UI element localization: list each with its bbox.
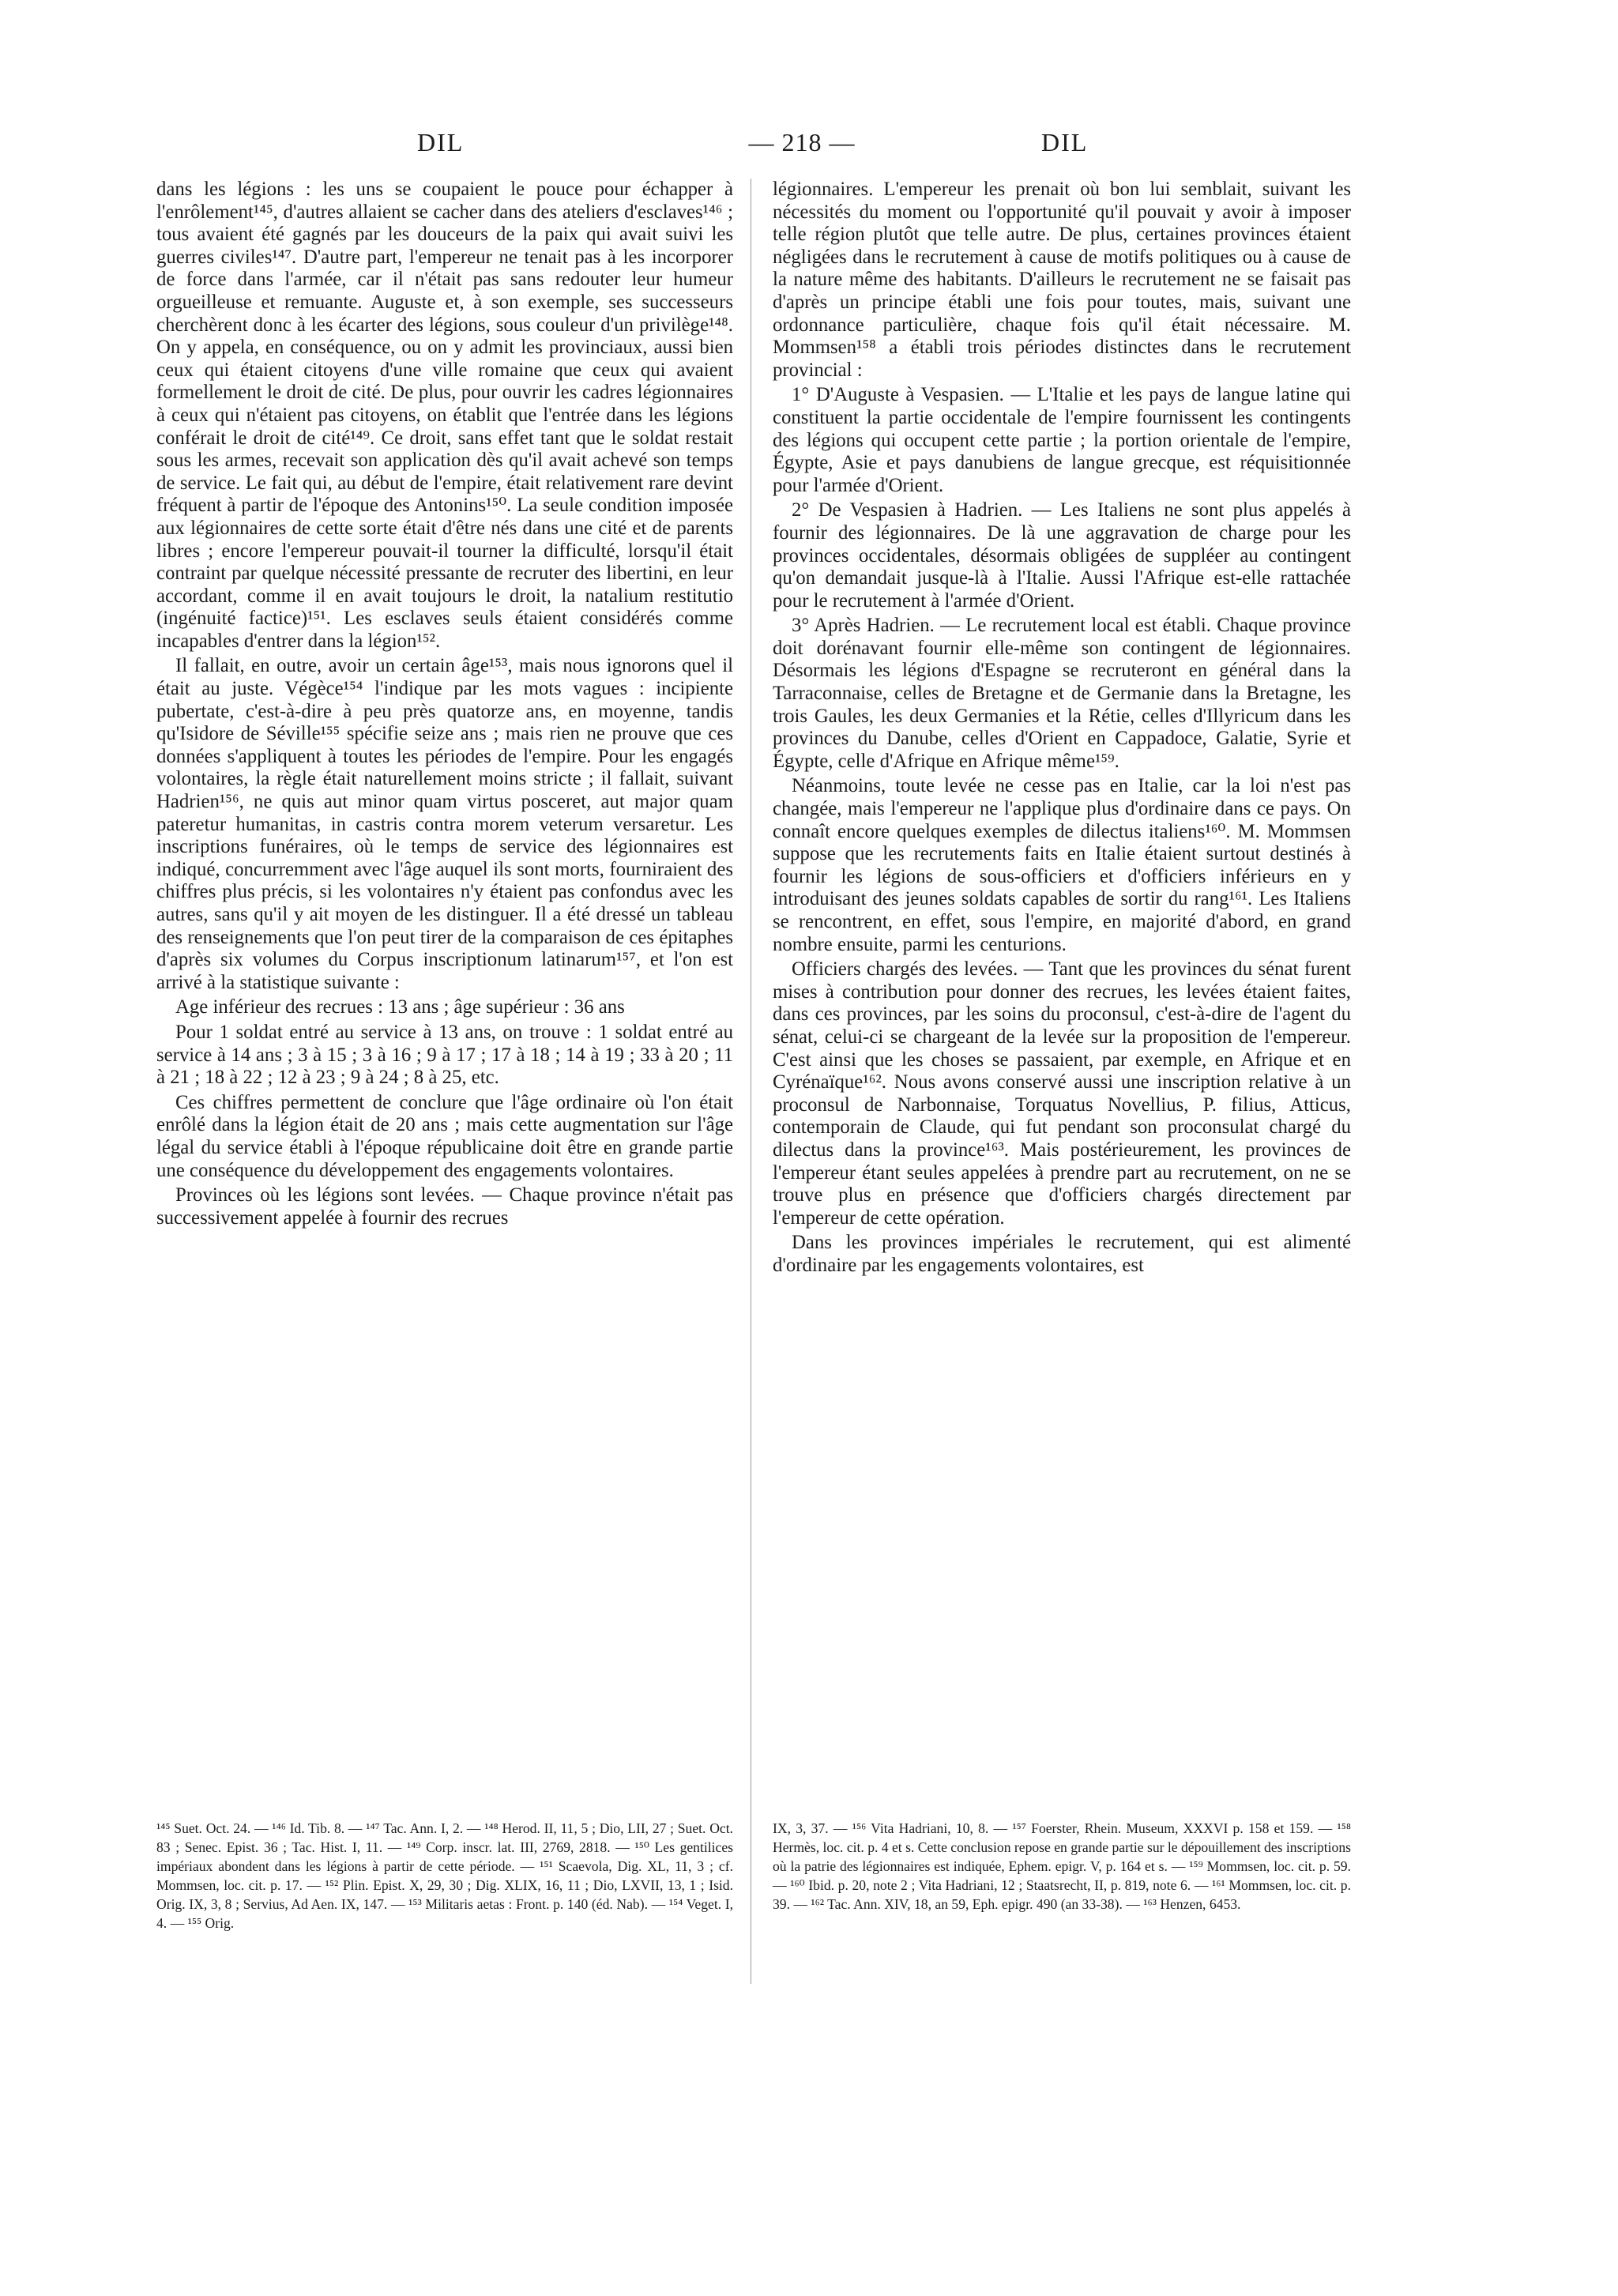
running-head-right: DIL — [1041, 128, 1089, 156]
statistics-line: Pour 1 soldat entré au service à 13 ans, on trouve : 1 soldat entré au service à 14 ans ; 3 à 15 ; 3 à 16 ; 9 à 17 ; 17 à 18 ; 14 à 19 ; 33 à 20 ; 11 à 21 ; 18 à 22 ; 12 à 23 ; 9 à 24 ; 8 à 25, etc. — [156, 1021, 733, 1089]
paragraph: Néanmoins, toute levée ne cesse pas en Italie, car la loi n'est pas changée, mais l'empereur ne l'applique plus d'ordinaire dans ce pays. On connaît encore quelques exemples de dilectus italiens¹⁶⁰. M. Mommsen suppose que les recrutements faits en Italie étaient surtout destinés à fournir les légions de sous-officiers et d'officiers inférieurs en y introduisant des jeunes soldats capables de sortir du rang¹⁶¹. Les Italiens se rencontrent, en effet, sous l'empire, en majorité d'abord, en grand nombre ensuite, parmi les centurions. — [773, 775, 1351, 955]
paragraph: 1° D'Auguste à Vespasien. — L'Italie et les pays de langue latine qui constituent la partie occidentale de l'empire fournissent les contingents des légions qui occupent cette partie ; la portion orientale de l'empire, Égypte, Asie et pays danubiens de langue grecque, est réquisitionnée pour l'armée d'Orient. — [773, 384, 1351, 496]
footnotes-right: IX, 3, 37. — ¹⁵⁶ Vita Hadriani, 10, 8. — ¹⁵⁷ Foerster, Rhein. Museum, XXXVI p. 158 et 159. — ¹⁵⁸ Hermès, loc. cit. p. 4 et s. Cette conclusion repose en grande partie sur le dépouillement des inscriptions où la patrie des légionnaires est indiquée, Ephem. epigr. V, p. 164 et s. — ¹⁵⁹ Mommsen, loc. cit. p. 59. — ¹⁶⁰ Ibid. p. 20, note 2 ; Vita Hadriani, 12 ; Staatsrecht, II, p. 819, note 6. — ¹⁶¹ Mommsen, loc. cit. p. 39. — ¹⁶² Tac. Ann. XIV, 18, an 59, Eph. epigr. 490 (an 33-38). — ¹⁶³ Henzen, 6453. — [773, 1820, 1351, 1912]
paragraph: Il fallait, en outre, avoir un certain âge¹⁵³, mais nous ignorons quel il était au juste. Végèce¹⁵⁴ l'indique par les mots vagues : incipiente pubertate, c'est-à-dire à peu près quatorze ans, en moyenne, tandis qu'Isidore de Séville¹⁵⁵ spécifie seize ans ; mais rien ne prouve que ces données s'appliquent à toutes les périodes de l'empire. Pour les engagés volontaires, la règle était naturellement moins stricte ; il fallait, suivant Hadrien¹⁵⁶, ne quis aut minor quam virtus posceret, aut major quam pateretur humanitas, in castris contra morem veterum versaretur. Les inscriptions funéraires, où le temps de service des légionnaires est indiqué, concurremment avec l'âge auquel ils sont morts, fourniraient des chiffres plus précis, si les volontaires n'y étaient pas confondus avec les autres, sans qu'il y ait moyen de les distinguer. Il a été dressé un tableau des renseignements que l'on peut tirer de la comparaison de ces épitaphes d'après six volumes du Corpus inscriptionum latinarum¹⁵⁷, et l'on est arrivé à la statistique suivante : — [156, 655, 733, 993]
right-column — [773, 179, 1351, 1278]
section-paragraph: Provinces où les légions sont levées. — Chaque province n'était pas successivement appelée à fournir des recrues — [156, 1184, 733, 1229]
paragraph: Dans les provinces impériales le recrutement, qui est alimenté d'ordinaire par les engagements volontaires, est — [773, 1232, 1351, 1276]
paragraph: dans les légions : les uns se coupaient le pouce pour échapper à l'enrôlement¹⁴⁵, d'autres allaient se cacher dans des ateliers d'esclaves¹⁴⁶ ; tous avaient été gagnés par les douceurs de la paix qui avait suivi les guerres civiles¹⁴⁷. D'autre part, l'empereur ne tenait pas à les incorporer de force dans l'armée, car il n'était pas sans redouter leur humeur orgueilleuse et remuante. Auguste et, à son exemple, ses successeurs cherchèrent donc à les écarter des légions, sous couleur d'un privilège¹⁴⁸. On y appela, en conséquence, ou on y admit les provinciaux, aussi bien ceux qui étaient citoyens d'une ville romaine que ceux qui avaient formellement le droit de cité. De plus, pour ouvrir les cadres légionnaires à ceux qui n'étaient pas citoyens, on établit que l'entrée dans les légions conférait le droit de cité¹⁴⁹. Ce droit, sans effet tant que le soldat restait sous les armes, recevait son application dès qu'il avait achevé son temps de service. Le fait qui, au début de l'empire, était relativement rare devint fréquent à partir de l'époque des Antonins¹⁵⁰. La seule condition imposée aux légionnaires de cette sorte était d'être nés dans une cité et de parents libres ; encore l'empereur pouvait-il tourner la difficulté, lorsqu'il était contraint par quelque nécessité pressante de recruter des libertini, en leur accordant, comme il en avait toujours le droit, la natalium restitutio (ingénuité factice)¹⁵¹. Les esclaves seuls étaient considérés comme incapables d'entrer dans la légion¹⁵². — [156, 179, 733, 652]
running-head-left: DIL — [417, 128, 465, 156]
left-column — [156, 179, 733, 1229]
paragraph: légionnaires. L'empereur les prenait où bon lui semblait, suivant les nécessités du moment ou l'opportunité qu'il pouvait y avoir à imposer telle région plutôt que telle autre. De plus, certaines provinces étaient négligées dans le recrutement à cause de motifs politiques ou à cause de la nature même des habitants. D'ailleurs le recrutement ne se faisait pas d'après un principe établi une fois pour toutes, mais, suivant une ordonnance particulière, chaque fois qu'il était nécessaire. M. Mommsen¹⁵⁸ a établi trois périodes distinctes dans le recrutement provincial : — [773, 179, 1351, 381]
statistics-line: Age inférieur des recrues : 13 ans ; âge supérieur : 36 ans — [175, 996, 625, 1018]
paragraph: 2° De Vespasien à Hadrien. — Les Italiens ne sont plus appelés à fournir des légionnaires. De là une aggravation de charge pour les provinces occidentales, désormais obligées de suppléer au contingent qu'on demandait jusque-là à l'Italie. Aussi l'Afrique est-elle rattachée pour le recrutement à l'armée d'Orient. — [773, 499, 1351, 612]
section-paragraph: Officiers chargés des levées. — Tant que les provinces du sénat furent mises à contribution pour donner des recrues, les levées étaient faites, dans ces provinces, par les soins du proconsul, c'est-à-dire de l'agent du sénat, celui-ci se chargeant de la levée sur la proposition de l'empereur. C'est ainsi que les choses se passaient, par exemple, en Afrique et en Cyrénaïque¹⁶². Nous avons conservé aussi une inscription relative à un proconsul de Narbonnaise, Torquatus Novellius, P. filius, Atticus, contemporain de Claude, qui fut pendant son proconsulat chargé du dilectus dans la province¹⁶³. Mais postérieurement, les provinces de l'empereur étant seules appelées à prendre part au recrutement, on ne se trouve plus en présence que d'officiers chargés directement par l'empereur de cette opération. — [773, 958, 1351, 1229]
footnotes-left: ¹⁴⁵ Suet. Oct. 24. — ¹⁴⁶ Id. Tib. 8. — ¹⁴⁷ Tac. Ann. I, 2. — ¹⁴⁸ Herod. II, 11, 5 ; Dio, LII, 27 ; Suet. Oct. 83 ; Senec. Epist. 36 ; Tac. Hist. I, 11. — ¹⁴⁹ Corp. inscr. lat. III, 2769, 2818. — ¹⁵⁰ Les gentilices impériaux abondent dans les légions à partir de cette période. — ¹⁵¹ Scaevola, Dig. XL, 11, 3 ; cf. Mommsen, loc. cit. p. 17. — ¹⁵² Plin. Epist. X, 29, 30 ; Dig. XLIX, 16, 11 ; Dio, LXVII, 13, 1 ; Isid. Orig. IX, 3, 8 ; Servius, Ad Aen. IX, 147. — ¹⁵³ Militaris aetas : Front. p. 140 (éd. Nab). — ¹⁵⁴ Veget. I, 4. — ¹⁵⁵ Orig. — [156, 1820, 733, 1931]
paragraph: Ces chiffres permettent de conclure que l'âge ordinaire où l'on était enrôlé dans la légion était de 20 ans ; mais cette augmentation sur l'âge légal du service établi à l'époque républicaine doit être en grande partie une conséquence du développement des engagements volontaires. — [156, 1091, 733, 1181]
page-number: — 218 — — [748, 128, 856, 156]
paragraph: 3° Après Hadrien. — Le recrutement local est établi. Chaque province doit dorénavant fournir elle-même son contingent de légionnaires. Désormais les légions d'Espagne se recruteront en général dans la Tarraconnaise, celles de Bretagne et de Germanie dans la Bretagne, les trois Gaules, les deux Germanies et la Rétie, celles d'Illyricum dans les provinces du Danube, celles d'Orient en Cappadoce, Galatie, Syrie et Égypte, celle d'Afrique en Afrique même¹⁵⁹. — [773, 615, 1351, 772]
